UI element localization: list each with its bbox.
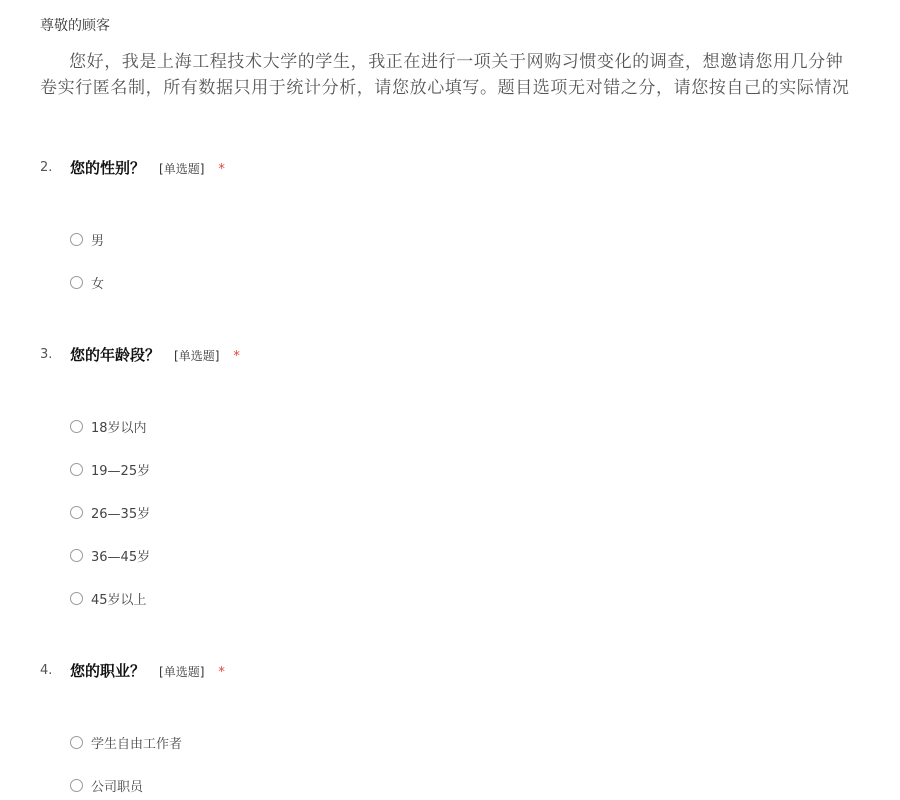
option-label: 19—25岁: [91, 463, 151, 479]
radio-button[interactable]: [70, 233, 83, 246]
question-age: [40, 344, 860, 608]
survey-intro: [40, 49, 900, 101]
intro-line-1: 您好，我是上海工程技术大学的学生，我正在进行一项关于网购习惯变化的调查，想邀请您用几分钟: [69, 52, 844, 72]
option-label: 45岁以上: [91, 592, 147, 608]
question-occupation: [40, 660, 860, 795]
option-male[interactable]: [70, 229, 104, 249]
greeting-text: 尊敬的顾客: [40, 18, 110, 34]
question-title: [70, 660, 225, 681]
option-company-employee[interactable]: [70, 775, 143, 795]
option-age-26-35[interactable]: [70, 502, 150, 522]
question-header: [40, 157, 860, 181]
question-title: [70, 344, 240, 365]
option-label: 36—45岁: [91, 549, 151, 565]
option-age-over-45[interactable]: [70, 588, 147, 608]
question-number: 4.: [40, 663, 53, 678]
option-age-under-18[interactable]: [70, 416, 147, 436]
required-mark: *: [218, 665, 225, 680]
question-number: 2.: [40, 160, 53, 175]
question-title-text: 您的职业？: [70, 662, 146, 680]
question-type-tag: [单选题]: [159, 162, 205, 176]
radio-button[interactable]: [70, 549, 83, 562]
radio-button[interactable]: [70, 592, 83, 605]
required-mark: *: [218, 162, 225, 177]
question-title-text: 您的年龄段？: [70, 346, 161, 364]
option-age-36-45[interactable]: [70, 545, 150, 565]
radio-button[interactable]: [70, 506, 83, 519]
question-header: [40, 344, 860, 368]
radio-button[interactable]: [70, 779, 83, 792]
option-label: 男: [91, 233, 105, 249]
question-gender: [40, 157, 860, 292]
question-type-tag: [单选题]: [159, 665, 205, 679]
option-label: 公司职员: [91, 779, 144, 795]
option-label: 女: [91, 276, 105, 292]
option-age-19-25[interactable]: [70, 459, 150, 479]
radio-button[interactable]: [70, 463, 83, 476]
question-type-tag: [单选题]: [174, 349, 220, 363]
required-mark: *: [233, 349, 240, 364]
option-label: 26—35岁: [91, 506, 151, 522]
question-title-text: 您的性别？: [70, 159, 146, 177]
question-title: [70, 157, 225, 178]
option-label: 18岁以内: [91, 420, 147, 436]
option-label: 学生自由工作者: [91, 736, 183, 752]
question-header: [40, 660, 860, 684]
question-number: 3.: [40, 347, 53, 362]
radio-button[interactable]: [70, 420, 83, 433]
radio-button[interactable]: [70, 276, 83, 289]
option-female[interactable]: [70, 272, 104, 292]
intro-line-2: 卷实行匿名制，所有数据只用于统计分析，请您放心填写。题目选项无对错之分，请您按自己的实际情况: [40, 78, 850, 98]
radio-button[interactable]: [70, 736, 83, 749]
option-student-freelancer[interactable]: [70, 732, 182, 752]
